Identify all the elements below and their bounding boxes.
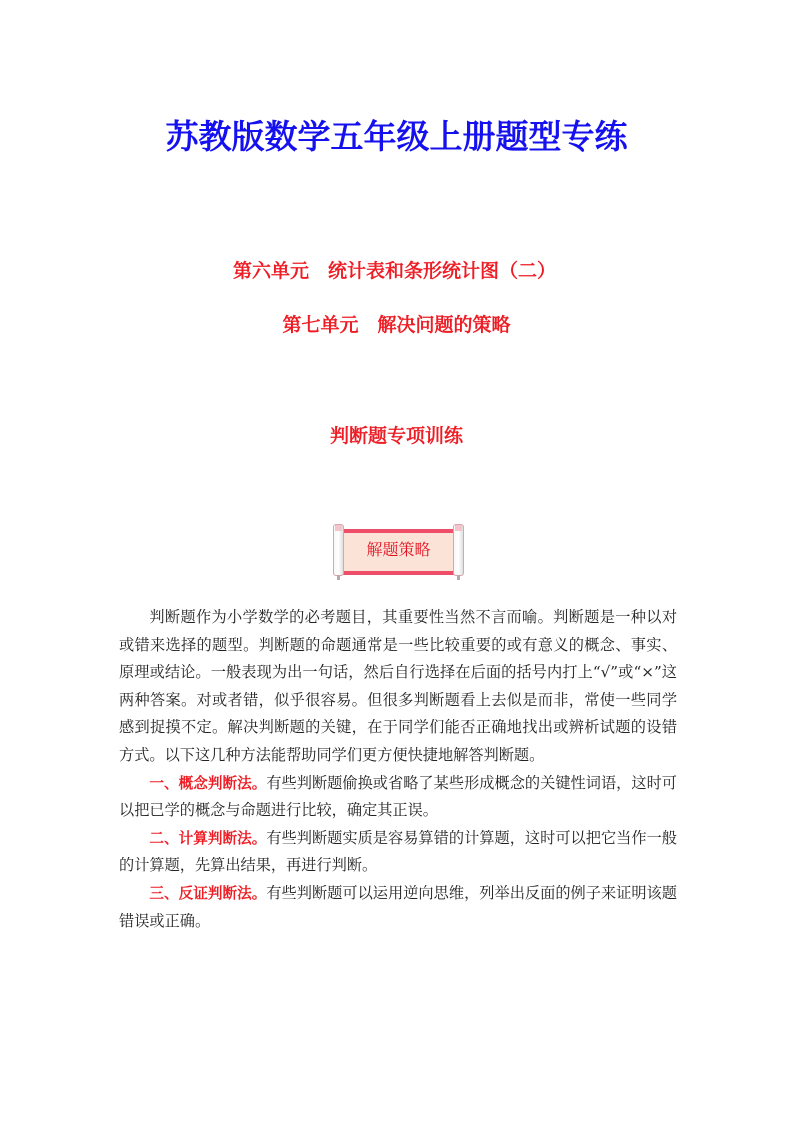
strategy-body <box>119 604 677 935</box>
banner-label: 解题策略 <box>366 540 431 559</box>
method-label-3: 三、反证判断法。 <box>149 884 267 902</box>
page-title: 苏教版数学五年级上册题型专练 <box>165 117 628 156</box>
method-label-1: 一、概念判断法。 <box>149 774 267 792</box>
method-label-2: 二、计算判断法。 <box>149 829 267 847</box>
scroll-banner <box>327 522 470 580</box>
method-paragraph-3 <box>119 880 677 935</box>
intro-paragraph: 判断题作为小学数学的必考题目，其重要性当然不言而喻。判断题是一种以对或错来选择的题型。判断题的命题通常是一些比较重要的或有意义的概念、事实、原理或结论。一般表现为出一句话，然后自行选择在后面的括号内打上“√”或“×”这两种答案。对或者错，似乎很容易。但很多判断题看上去似是而非，常使一些同学感到捉摸不定。解决判断题的关键，在于同学们能否正确地找出或辨析试题的设错方式。以下这几种方法能帮助同学们更方便快捷地解答判断题。 <box>119 608 677 764</box>
method-paragraph-1 <box>119 770 677 825</box>
unit-heading-7: 第七单元 解决问题的策略 <box>282 314 511 336</box>
unit-heading-6: 第六单元 统计表和条形统计图（二） <box>232 260 556 282</box>
method-text-3: 有些判断题可以运用逆向思维，列举出反面的例子来证明该题错误或正确。 <box>119 883 677 930</box>
method-paragraph-2 <box>119 825 677 880</box>
section-title: 判断题专项训练 <box>329 425 463 447</box>
method-text-2: 有些判断题实质是容易算错的计算题，这时可以把它当作一般的计算题，先算出结果，再进行判断。 <box>119 828 677 875</box>
method-text-1: 有些判断题偷换或省略了某些形成概念的关键性词语，这时可以把已学的概念与命题进行比较，确定其正误。 <box>119 773 677 820</box>
